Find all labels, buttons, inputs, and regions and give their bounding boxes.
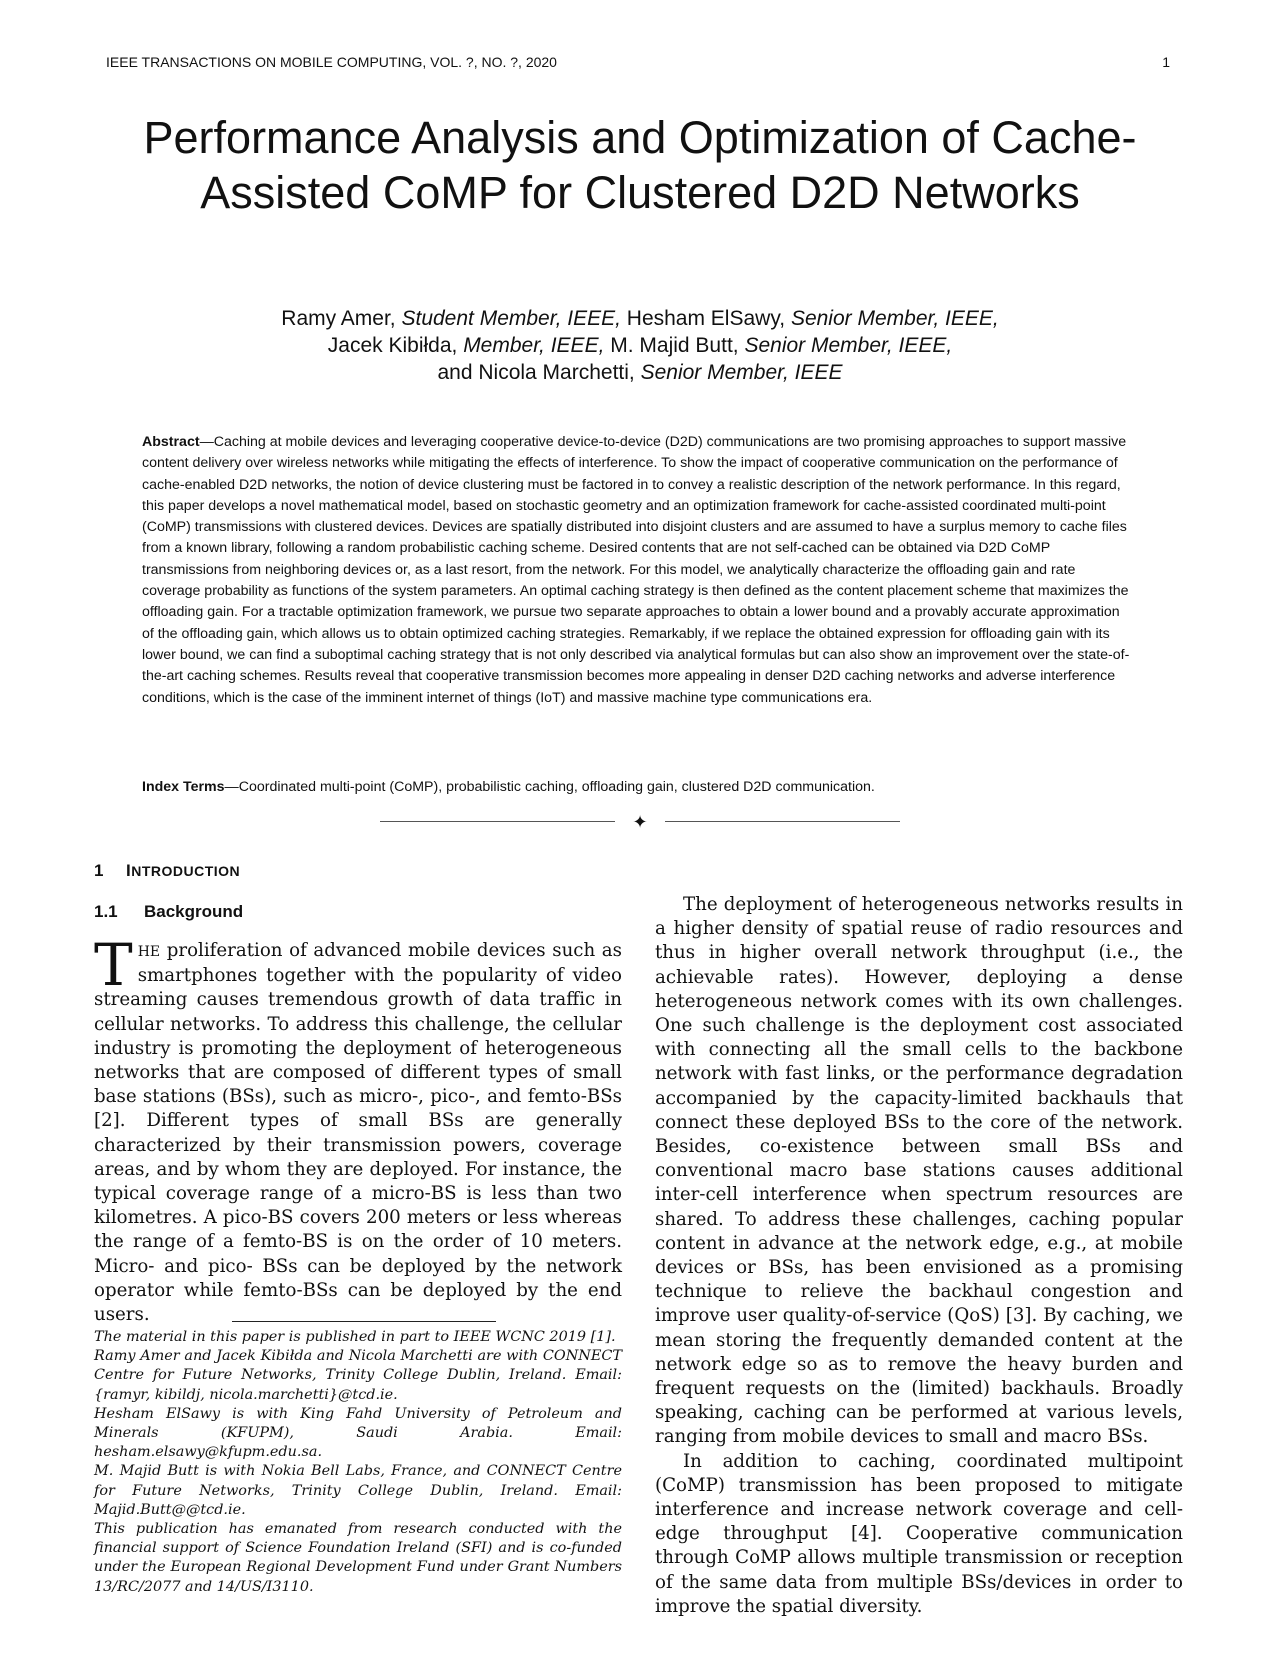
author-line: [140, 332, 1140, 359]
author-line: [140, 305, 1140, 332]
author-name: M. Majid Butt,: [604, 334, 745, 357]
author-role: Senior Member, IEEE,: [790, 307, 999, 330]
footnote: Ramy Amer and Jacek Kibiłda and Nicola Marchetti are with CONNECT Centre for Future Networks, Trinity College Dublin, Ireland. Email:{ramyr, kibildj, nicola.marchetti}@tcd.ie.: [94, 1348, 622, 1403]
subsection-heading: [94, 902, 243, 922]
author-role: Member, IEEE,: [463, 334, 605, 357]
drop-cap-rest: HE: [137, 944, 161, 960]
abstract-label: Abstract: [142, 434, 200, 450]
index-terms-dash: —: [224, 779, 239, 795]
author-role: Senior Member, IEEE,: [744, 334, 953, 357]
right-column: [655, 893, 1183, 1619]
subsection-title: Background: [144, 902, 244, 921]
section-title-initial: I: [126, 861, 132, 880]
footnotes: [94, 1328, 622, 1597]
author-role: Senior Member, IEEE: [640, 361, 843, 384]
footnote: The material in this paper is published in part to IEEE WCNC 2019 [1].: [94, 1329, 616, 1345]
index-terms-text: Coordinated multi-point (CoMP), probabilistic caching, offloading gain, clustered D2D communication.: [238, 779, 875, 795]
paragraph-text: proliferation of advanced mobile devices such as smartphones together with the popularity of video streaming causes tremendous growth of data traffic in cellular networks. To address this challenge, the cellular industry is promoting the deployment of heterogeneous networks that are composed of different types of small base stations (BSs), such as micro-, pico-, and femto-BSs [2]. Different types of small BSs are generally characterized by their transmission powers, coverage areas, and by whom they are deployed. For instance, the typical coverage range of a micro-BS is less than two kilometres. A pico-BS covers 200 meters or less whereas the range of a femto-BS is on the order of 10 meters. Micro- and pico- BSs can be deployed by the network operator while femto-BSs can be deployed by the end users.: [94, 940, 622, 1326]
drop-cap: T: [94, 931, 133, 999]
abstract-text: Caching at mobile devices and leveraging cooperative device-to-device (D2D) communications are two promising approaches to support massive content delivery over wireless networks while mitigating the effects of interference. To show the impact of cooperative communication on the performance of cache-enabled D2D networks, the notion of device clustering must be factored in to convey a realistic description of the network performance. In this regard, this paper develops a novel mathematical model, based on stochastic geometry and an optimization framework for cache-assisted coordinated multi-point (CoMP) transmissions with clustered devices. Devices are spatially distributed into disjoint clusters and are assumed to have a surplus memory to cache files from a known library, following a random probabilistic caching scheme. Desired contents that are not self-cached can be obtained via D2D CoMP transmissions from neighboring devices or, as a last resort, from the network. For this model, we analytically characterize the offloading gain and rate coverage probability as functions of the system parameters. An optimal caching strategy is then defined as the content placement scheme that maximizes the offloading gain. For a tractable optimization framework, we pursue two separate approaches to obtain a lower bound and a provably accurate approximation of the offloading gain, which allows us to obtain optimized caching strategies. Remarkably, if we replace the obtained expression for offloading gain with its lower bound, we can find a suboptimal caching strategy that is not only described via analytical formulas but can also show an improvement over the state-of-the-art caching schemes. Results reveal that cooperative transmission becomes more appealing in denser D2D caching networks and adverse interference conditions, which is the case of the imminent internet of things (IoT) and massive machine type communications era.: [142, 434, 1130, 706]
footnote: Hesham ElSawy is with King Fahd University of Petroleum and Minerals (KFUPM), Saudi Arabia. Email: hesham.elsawy@kfupm.edu.sa.: [94, 1405, 622, 1461]
left-column: [94, 931, 622, 1327]
footnote-rule: [232, 1321, 496, 1322]
author-name: and Nicola Marchetti,: [437, 361, 641, 384]
section-divider: [380, 812, 900, 832]
journal-header: IEEE TRANSACTIONS ON MOBILE COMPUTING, VOL. ?, NO. ?, 2020: [106, 54, 557, 70]
abstract-dash: —: [199, 434, 214, 450]
abstract: [142, 432, 1132, 709]
section-number: 1: [94, 861, 104, 880]
author-role: Student Member, IEEE,: [401, 307, 621, 330]
paper-title: Performance Analysis and Optimization of Cache-Assisted CoMP for Clustered D2D Networks: [143, 112, 1137, 218]
author-line: [140, 359, 1140, 386]
paragraph: In addition to caching, coordinated multipoint (CoMP) transmission has been proposed to mitigate interference and increase network coverage and cell-edge throughput [4]. Cooperative communication through CoMP allows multiple transmission or reception of the same data from multiple BSs/devices in order to improve the spatial diversity.: [655, 1450, 1183, 1617]
subsection-number: 1.1: [94, 902, 118, 921]
section-title-rest: NTRODUCTION: [131, 863, 241, 879]
paragraph: The deployment of heterogeneous networks results in a higher density of spatial reuse of radio resources and thus in higher overall network throughput (i.e., the achievable rates). However, deploying a dense heterogeneous network comes with its own challenges. One such challenge is the deployment cost associated with connecting all the small cells to the backbone network with fast links, or the performance degradation accompanied by the capacity-limited backhauls that connect these deployed BSs to the core of the network. Besides, co-existence between small BSs and conventional macro base stations causes additional inter-cell interference when spectrum resources are shared. To address these challenges, caching popular content in advance at the network edge, e.g., at mobile devices or BSs, has been envisioned as a promising technique to relieve the backhaul congestion and improve user quality-of-service (QoS) [3]. By caching, we mean storing the frequently demanded content at the network edge so as to remove the heavy burden and frequent requests on the (limited) backhauls. Broadly speaking, caching can be performed at various levels, ranging from mobile devices to small and macro BSs.: [655, 894, 1183, 1448]
footnote: This publication has emanated from research conducted with the financial support of Science Foundation Ireland (SFI) and is co-funded under the European Regional Development Fund under Grant Numbers 13/RC/2077 and 14/US/I3110.: [94, 1521, 622, 1595]
paragraph: [94, 931, 622, 1327]
footnote: M. Majid Butt is with Nokia Bell Labs, France, and CONNECT Centre for Future Networks, Trinity College Dublin, Ireland. Email: Majid.Butt@@tcd.ie.: [94, 1463, 622, 1518]
author-list: [140, 305, 1140, 386]
author-name: Jacek Kibiłda,: [327, 334, 464, 357]
divider-line-left: [380, 821, 615, 822]
index-terms: [142, 777, 1132, 797]
author-name: Ramy Amer,: [281, 307, 402, 330]
section-heading: [94, 861, 240, 881]
author-name: Hesham ElSawy,: [620, 307, 791, 330]
diamond-icon: ✦: [632, 812, 648, 832]
index-terms-label: Index Terms: [142, 779, 225, 795]
running-header: [106, 54, 1170, 70]
page-number: 1: [1162, 54, 1170, 70]
divider-line-right: [665, 821, 900, 822]
